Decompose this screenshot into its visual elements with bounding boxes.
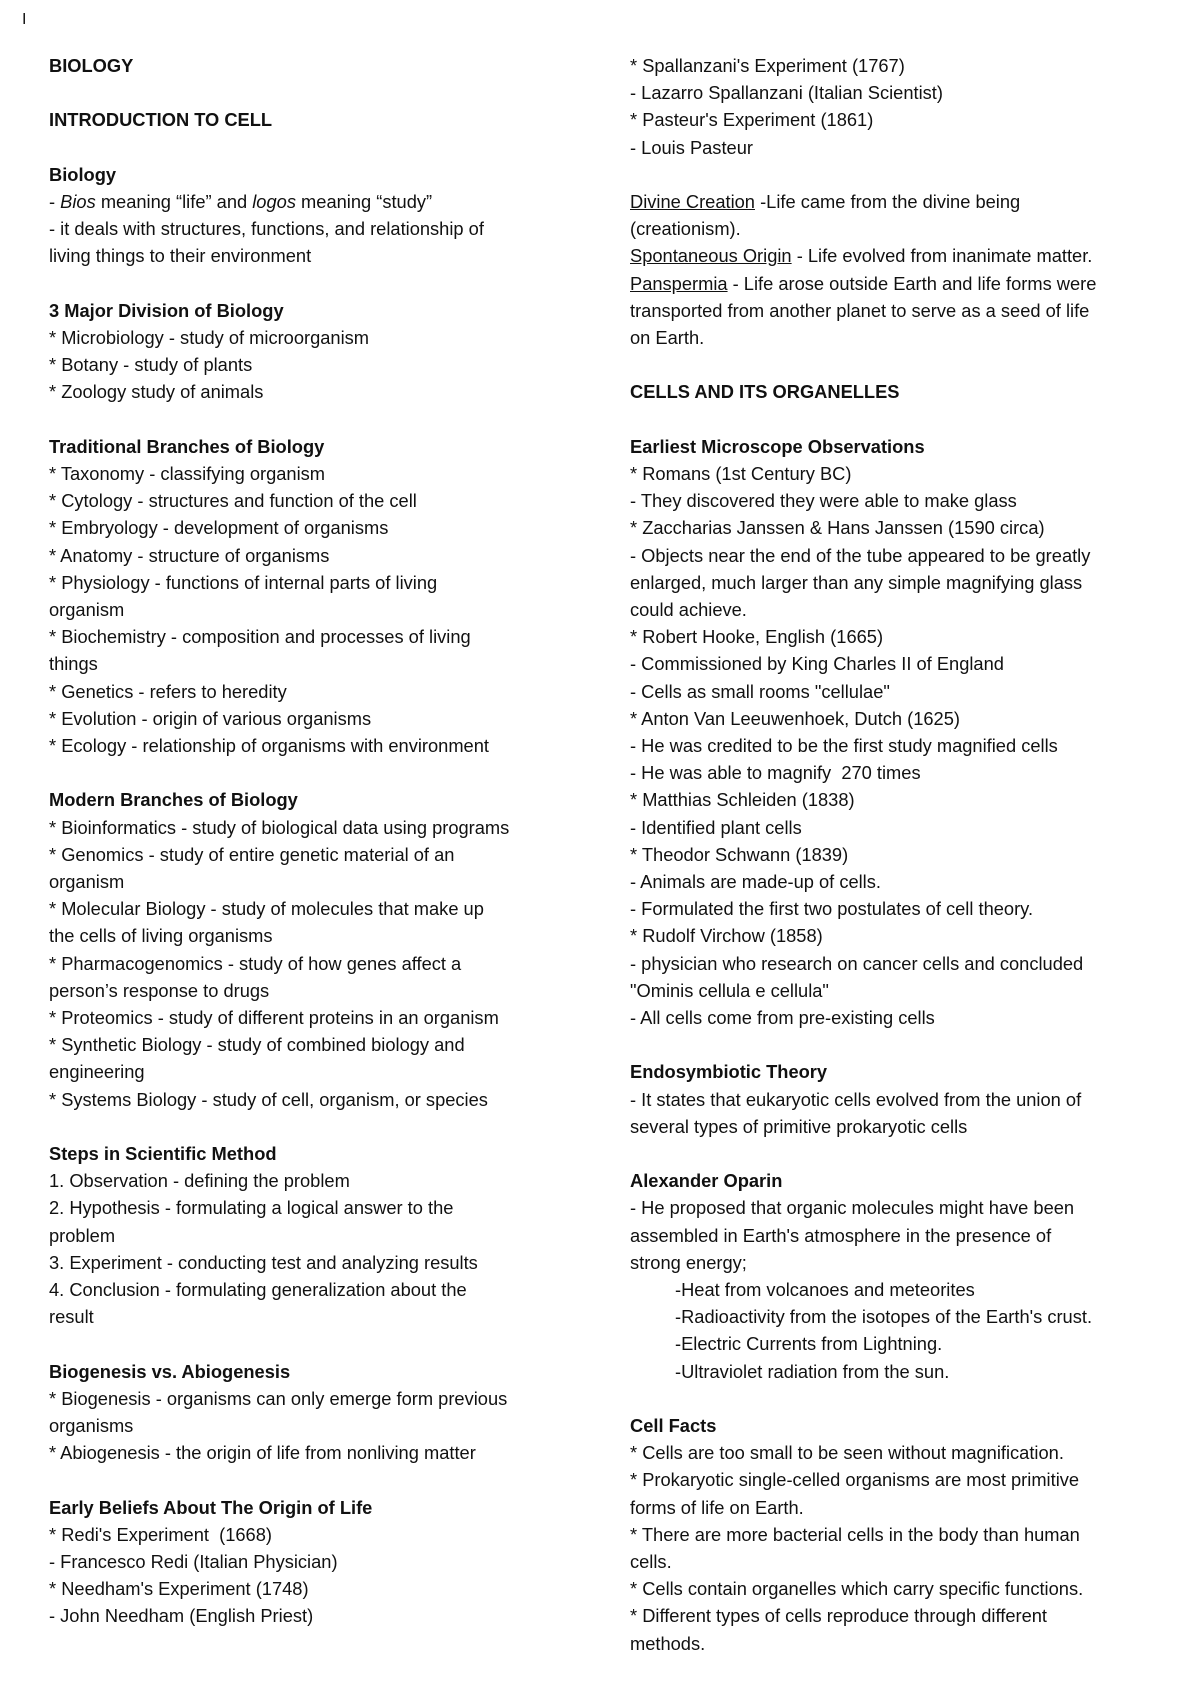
cell-facts-heading: Cell Facts [630,1415,717,1437]
list-item: * Taxonomy - classifying organism [49,462,326,484]
energy-source: -Radioactivity from the isotopes of the Earth's crust. [675,1306,1093,1328]
list-item: * Prokaryotic single-celled organisms are most primitive [630,1469,1080,1491]
list-item: * There are more bacterial cells in the body than human [630,1523,1080,1545]
panspermia-term: Panspermia [630,272,728,294]
list-item: * Robert Hooke, English (1665) [630,626,884,648]
list-item: could achieve. [630,599,747,621]
list-item: * Microbiology - study of microorganism [49,326,370,348]
energy-source: -Ultraviolet radiation from the sun. [675,1360,950,1382]
list-item: * Romans (1st Century BC) [630,463,852,484]
list-item: * Genetics - refers to heredity [49,680,287,702]
list-item: things [49,653,98,675]
list-item: * Cells are too small to be seen without magnification. [630,1442,1064,1464]
list-item: - Identified plant cells [630,816,802,838]
list-item: * Physiology - functions of internal parts of living [49,571,438,593]
list-item: * Redi's Experiment (1668) [49,1523,272,1545]
biology-definition: - Bios meaning “life” and logos meaning “study” [49,190,433,212]
list-item: * Needham's Experiment (1748) [49,1578,309,1600]
list-item: * Different types of cells reproduce through different [630,1605,1047,1627]
energy-source: -Heat from volcanoes and meteorites [675,1279,975,1301]
list-item: * Cells contain organelles which carry specific functions. [630,1578,1084,1600]
list-item: 3. Experiment - conducting test and analyzing results [49,1251,478,1273]
list-item: - Animals are made-up of cells. [630,871,881,893]
list-item: - They discovered they were able to make glass [630,490,1017,512]
list-item: * Theodor Schwann (1839) [630,843,849,865]
list-item: 1. Observation - defining the problem [49,1170,350,1192]
list-item: - He was credited to be the first study magnified cells [630,735,1058,757]
list-item: * Spallanzani's Experiment (1767) [630,55,905,76]
theory-line: on Earth. [630,327,705,349]
bios-term: Bios [60,190,96,212]
list-item: * Cytology - structures and function of the cell [49,490,417,512]
list-item: * Synthetic Biology - study of combined biology and [49,1034,465,1056]
list-item: - It states that eukaryotic cells evolved from the union of [630,1088,1082,1110]
page-marker: I [22,11,27,28]
traditional-heading: Traditional Branches of Biology [49,435,325,457]
divisions-heading: 3 Major Division of Biology [49,299,284,321]
list-item: assembled in Earth's atmosphere in the presence of [630,1224,1052,1246]
list-item: * Ecology - relationship of organisms with environment [49,735,489,757]
list-item: several types of primitive prokaryotic cells [630,1115,968,1137]
beliefs-heading: Early Beliefs About The Origin of Life [49,1496,373,1518]
list-item: strong energy; [630,1251,747,1273]
list-item: * Genomics - study of entire genetic material of an [49,843,455,865]
list-item: - Commissioned by King Charles II of England [630,653,1004,675]
list-item: - He proposed that organic molecules might have been [630,1197,1075,1219]
theory-line: (creationism). [630,218,741,240]
list-item: * Zaccharias Janssen & Hans Janssen (1590 circa) [630,517,1045,539]
spontaneous-origin-line: Spontaneous Origin - Life evolved from inanimate matter. [630,245,1093,267]
list-item: * Biogenesis - organisms can only emerge form previous [49,1387,508,1409]
divine-creation-line: Divine Creation -Life came from the divine being [630,191,1021,212]
biogenesis-heading: Biogenesis vs. Abiogenesis [49,1360,291,1382]
divine-creation-term: Divine Creation [630,191,755,212]
list-item: * Pasteur's Experiment (1861) [630,109,874,131]
list-item: * Anton Van Leeuwenhoek, Dutch (1625) [630,707,960,729]
list-item: - Objects near the end of the tube appeared to be greatly [630,544,1091,566]
energy-source: -Electric Currents from Lightning. [675,1333,943,1355]
left-column [49,52,609,1630]
list-item: organisms [49,1415,134,1437]
list-item: problem [49,1224,116,1246]
microscope-heading: Earliest Microscope Observations [630,435,925,457]
list-item: 2. Hypothesis - formulating a logical answer to the [49,1197,454,1219]
list-item: methods. [630,1632,706,1654]
theory-line: transported from another planet to serve as a seed of life [630,299,1090,321]
biology-line: - it deals with structures, functions, and relationship of [49,218,484,240]
panspermia-line: Panspermia - Life arose outside Earth and life forms were [630,272,1097,294]
list-item: * Molecular Biology - study of molecules that make up [49,898,484,920]
section-heading: CELLS AND ITS ORGANELLES [630,381,900,403]
list-item: * Evolution - origin of various organisms [49,707,372,729]
list-item: engineering [49,1061,145,1083]
list-item: the cells of living organisms [49,925,273,947]
document-title: BIOLOGY [49,55,134,76]
list-item: - All cells come from pre-existing cells [630,1007,935,1029]
list-item: - Cells as small rooms "cellulae" [630,680,890,702]
list-item: - John Needham (English Priest) [49,1605,314,1627]
right-column [630,52,1170,1657]
list-item: * Systems Biology - study of cell, organism, or species [49,1088,488,1110]
method-heading: Steps in Scientific Method [49,1143,277,1165]
list-item: result [49,1306,94,1328]
list-item: * Matthias Schleiden (1838) [630,789,855,811]
list-item: * Rudolf Virchow (1858) [630,925,823,947]
modern-heading: Modern Branches of Biology [49,789,298,811]
endosymbiotic-heading: Endosymbiotic Theory [630,1061,828,1083]
list-item: forms of life on Earth. [630,1496,804,1518]
spontaneous-origin-term: Spontaneous Origin [630,245,792,267]
list-item: * Abiogenesis - the origin of life from nonliving matter [49,1442,476,1464]
list-item: - Lazarro Spallanzani (Italian Scientist) [630,82,943,104]
list-item: 4. Conclusion - formulating generalization about the [49,1279,467,1301]
document-subtitle: INTRODUCTION TO CELL [49,109,273,131]
logos-term: logos [252,190,296,212]
list-item: * Bioinformatics - study of biological data using programs [49,816,510,838]
list-item: "Ominis cellula e cellula" [630,979,829,1001]
list-item: * Proteomics - study of different proteins in an organism [49,1007,499,1029]
list-item: enlarged, much larger than any simple magnifying glass [630,571,1083,593]
list-item: person’s response to drugs [49,979,270,1001]
biology-line: living things to their environment [49,245,312,267]
list-item: - He was able to magnify 270 times [630,762,921,784]
list-item: organism [49,871,125,893]
oparin-heading: Alexander Oparin [630,1170,783,1192]
list-item: - Louis Pasteur [630,136,753,158]
biology-heading: Biology [49,163,117,185]
list-item: cells. [630,1551,672,1573]
list-item: - Francesco Redi (Italian Physician) [49,1551,338,1573]
list-item: * Botany - study of plants [49,354,253,376]
list-item: - Formulated the first two postulates of cell theory. [630,898,1034,920]
list-item: - physician who research on cancer cells and concluded [630,952,1084,974]
list-item: organism [49,599,125,620]
list-item: * Embryology - development of organisms [49,517,389,539]
list-item: * Zoology study of animals [49,381,264,403]
list-item: * Anatomy - structure of organisms [49,544,330,566]
list-item: * Biochemistry - composition and processes of living [49,626,471,648]
list-item: * Pharmacogenomics - study of how genes affect a [49,952,462,974]
